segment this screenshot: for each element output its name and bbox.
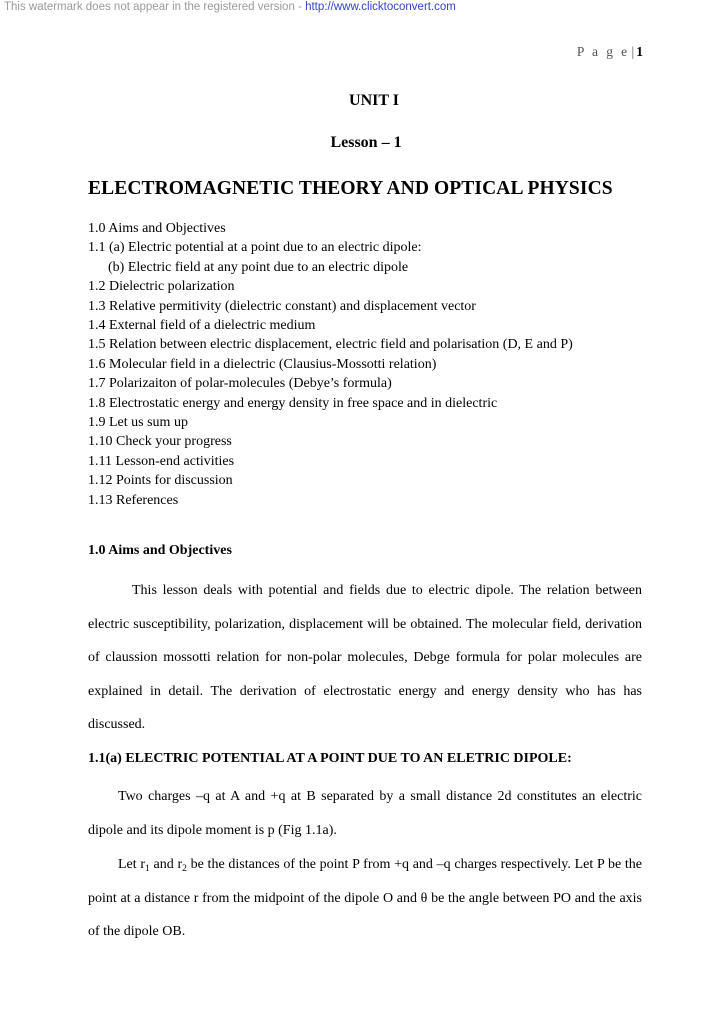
watermark-link[interactable]: http://www.clicktoconvert.com	[305, 1, 456, 13]
unit-title: UNIT I	[349, 92, 399, 109]
toc-item: 1.6 Molecular field in a dielectric (Clausius-Mossotti relation)	[88, 356, 437, 372]
toc-item: (b) Electric field at any point due to an electric dipole	[108, 259, 409, 275]
main-title: ELECTROMAGNETIC THEORY AND OPTICAL PHYSICS	[88, 178, 613, 199]
potential-text-2a: Let r	[118, 857, 146, 872]
toc-item: 1.9 Let us sum up	[88, 415, 188, 431]
toc-item: 1.8 Electrostatic energy and energy density in free space and in dielectric	[88, 395, 498, 411]
section-heading-potential: 1.1(a) ELECTRIC POTENTIAL AT A POINT DUE TO AN ELETRIC DIPOLE:	[88, 751, 572, 766]
aims-text: This lesson deals with potential and fields due to electric dipole. The relation between electric susceptibility, polarization, displacement will be obtained. The molecular field, derivation of claussion mossotti relation for non-polar molecules, Debge formula for polar molecules are explained in detail. The derivation of electrostatic energy and energy density who has has discussed.	[88, 583, 642, 732]
potential-paragraph-1	[88, 780, 642, 847]
aims-paragraph	[88, 574, 642, 742]
toc-item: 1.0 Aims and Objectives	[88, 221, 226, 236]
toc-item: 1.12 Points for discussion	[88, 473, 233, 489]
toc-item: 1.7 Polarizaiton of polar-molecules (Debye’s formula)	[88, 376, 392, 392]
subscript-1: 1	[145, 864, 150, 874]
toc-item: 1.2 Dielectric polarization	[88, 279, 235, 295]
toc-item: 1.10 Check your progress	[88, 434, 232, 450]
toc-item: 1.5 Relation between electric displacement, electric field and polarisation (D, E and P)	[88, 337, 573, 353]
subscript-2: 2	[182, 864, 187, 874]
lesson-title: Lesson – 1	[330, 134, 402, 151]
potential-text-2b: and r	[149, 857, 183, 872]
toc-item: 1.4 External field of a dielectric medium	[88, 318, 316, 334]
potential-text-1: Two charges –q at A and +q at B separated by a small distance 2d constitutes an electric dipole and its dipole moment is p (Fig 1.1a).	[88, 789, 642, 838]
page-label: P a g e	[576, 44, 630, 59]
toc-item: 1.13 References	[88, 492, 179, 508]
potential-text-2c: be the distances of the point P from +q and –q charges respectively. Let P be the point at a distance r from the midpoint of the dipole O and θ be the angle between PO and the axis of the dipole OB.	[88, 857, 642, 939]
page-number-header	[577, 44, 643, 60]
watermark	[4, 1, 456, 13]
potential-paragraph-2	[88, 848, 642, 949]
table-of-contents	[88, 219, 573, 510]
watermark-text: This watermark does not appear in the registered version -	[4, 1, 306, 13]
page-number: 1	[636, 44, 643, 59]
section-heading-aims: 1.0 Aims and Objectives	[88, 543, 232, 558]
toc-item: 1.3 Relative permitivity (dielectric constant) and displacement vector	[88, 298, 476, 314]
toc-item: 1.11 Lesson-end activities	[88, 453, 235, 469]
toc-item: 1.1 (a) Electric potential at a point due to an electric dipole:	[88, 240, 422, 256]
page-separator: |	[631, 44, 635, 59]
